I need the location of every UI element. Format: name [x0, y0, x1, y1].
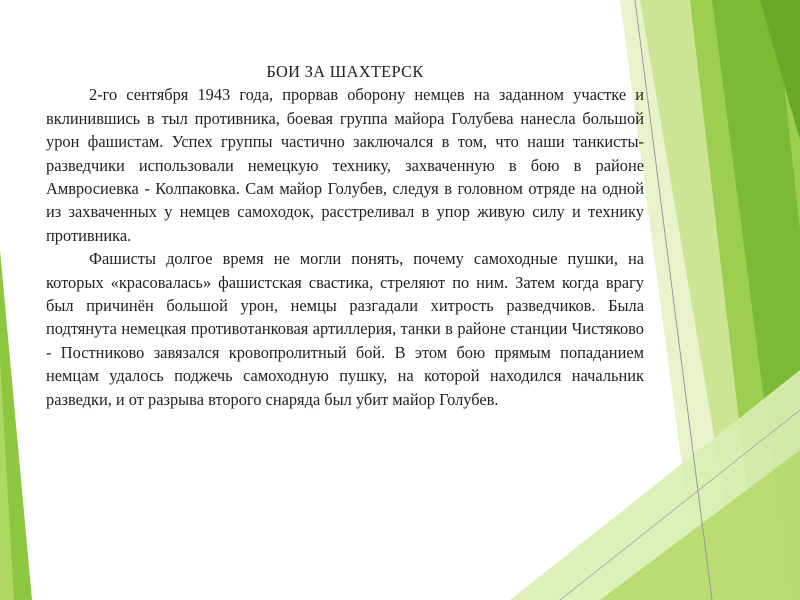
- article-paragraph-2: Фашисты долгое время не могли понять, почему самоходные пушки, на которых «красовалась» фашистская свастика, стреляют по ним. Затем когда врагу был причинён большой урон, немцы разгадали хитрость разведчиков. Была подтянута немецкая противотанковая артиллерия, танки в районе станции Чистяково - Постниково завязался кровопролитный бой. В этом бою прямым попаданием немцам удалось поджечь самоходную пушку, на которой находился начальник разведки, и от разрыва второго снаряда был убит майор Голубев.: [46, 249, 644, 409]
- article: [46, 60, 644, 411]
- article-title: БОИ ЗА ШАХТЕРСК: [266, 62, 424, 81]
- article-paragraph-1: 2-го сентября 1943 года, прорвав оборону немцев на заданном участке и вклинившись в тыл противника, боевая группа майора Голубева нанесла большой урон фашистам. Успех группы частично заключался в том, что наши танкисты-разведчики использовали немецкую технику, захваченную в бою в районе Амвросиевка - Колпаковка. Сам майор Голубев, следуя в головном отряде на одной из захваченных у немцев самоходок, расстреливал в упор живую силу и технику противника.: [46, 85, 644, 245]
